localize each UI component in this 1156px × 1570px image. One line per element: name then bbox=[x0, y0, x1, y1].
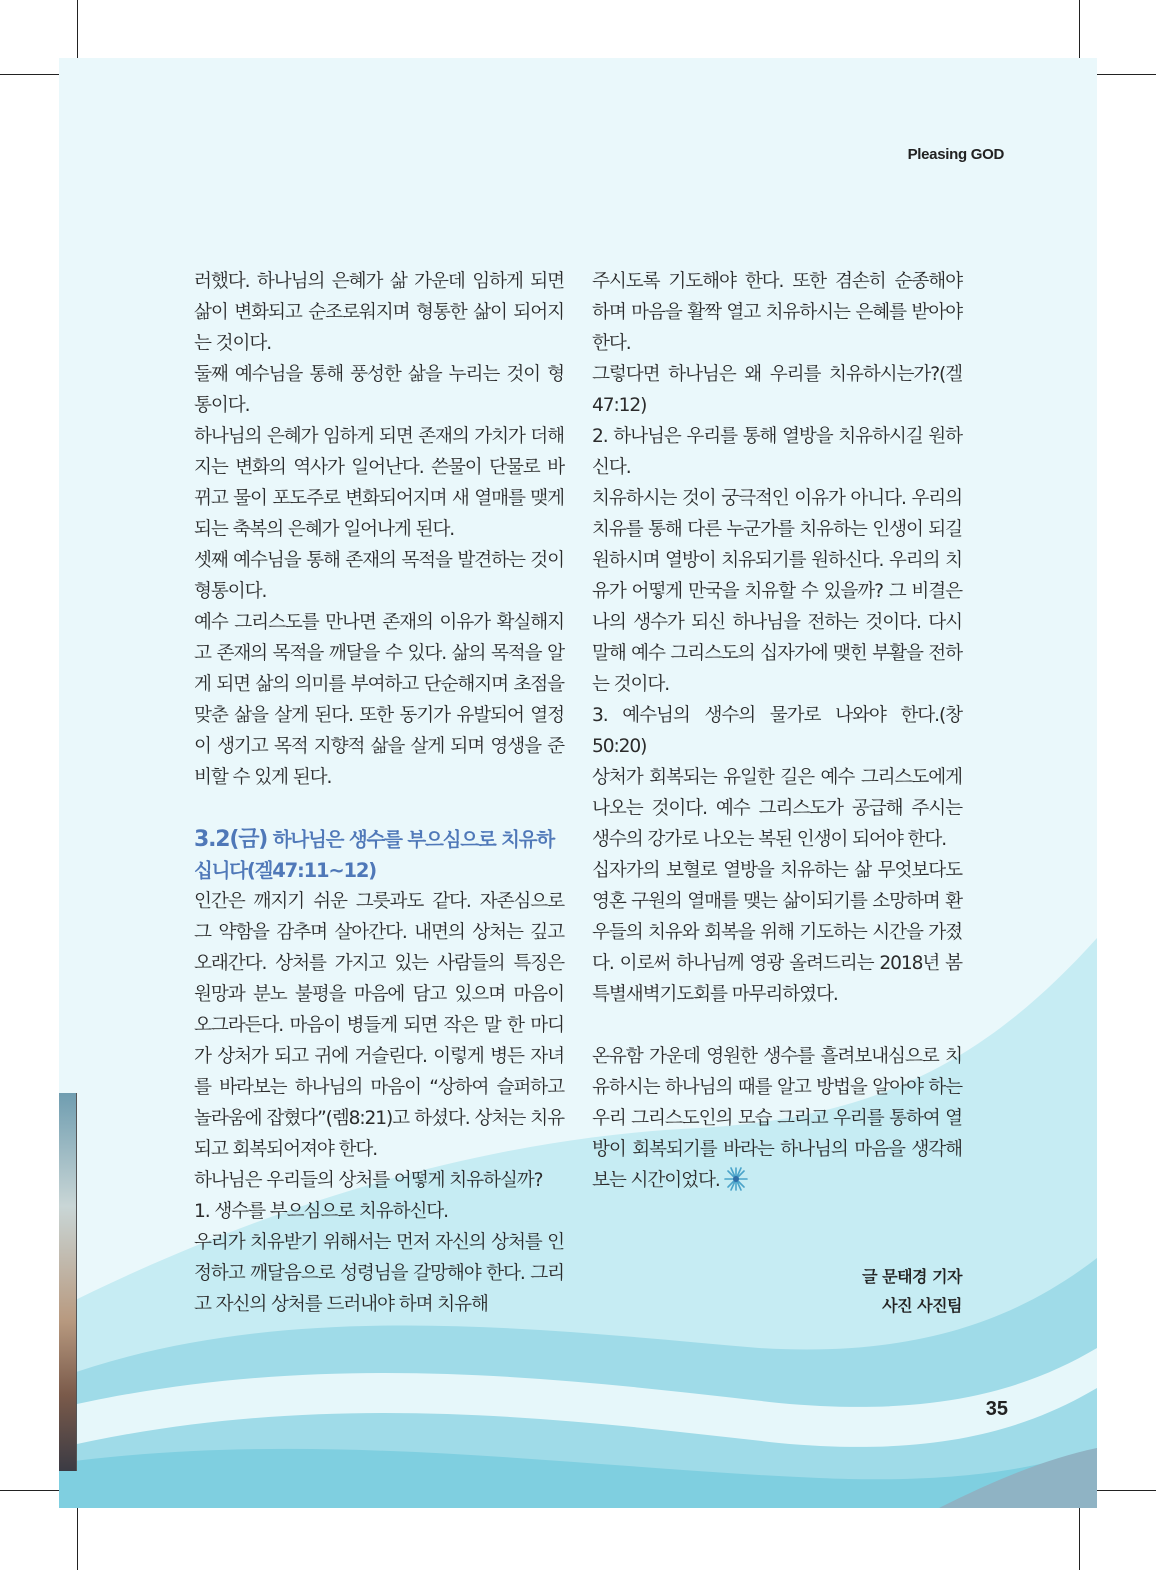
paragraph: 상처가 회복되는 유일한 길은 예수 그리스도에게 나오는 것이다. 예수 그리스도가 공급해 주시는 생수의 강가로 나오는 복된 인생이 되어야 한다. bbox=[592, 767, 962, 850]
paragraph: 인간은 깨지기 쉬운 그릇과도 같다. 자존심으로 그 약함을 감추며 살아간다. 내면의 상처는 깊고 오래간다. 상처를 가지고 있는 사람들의 특징은 원망과 분노 불평을 마음에 담고 있으며 마음이 오그라든다. 마음이 병들게 되면 작은 말 한 마디가 상처가 되고 귀에 거슬린다. 이렇게 병든 자녀를 바라보는 하나님의 마음이 “상하여 슬퍼하고 놀라움에 잡혔다”(렘8:21)고 하셨다. 상처는 치유되고 회복되어져야 한다. bbox=[194, 891, 564, 1160]
right-column bbox=[592, 266, 962, 1196]
left-column bbox=[194, 266, 564, 1320]
byline bbox=[760, 1262, 962, 1320]
crop-mark-bottom-right-vertical bbox=[1079, 1508, 1080, 1570]
sparkle-end-mark-icon bbox=[722, 1166, 750, 1192]
section-heading-date: 3.2(금) bbox=[194, 827, 268, 852]
paragraph-gap bbox=[592, 1010, 962, 1041]
crop-mark-top-left-horizontal bbox=[0, 74, 59, 75]
paragraph: 예수 그리스도를 만나면 존재의 이유가 확실해지고 존재의 목적을 깨달을 수 있다. 삶의 목적을 알게 되면 삶의 의미를 부여하고 단순해지며 초점을 맞춘 삶을 살게 된다. 또한 동기가 유발되어 열정이 생기고 목적 지향적 삶을 살게 되며 영생을 준비할 수 있게 된다. bbox=[194, 612, 564, 788]
section-heading bbox=[194, 824, 564, 886]
paragraph: 하나님은 우리들의 상처를 어떻게 치유하실까? bbox=[194, 1170, 543, 1191]
page-number: 35 bbox=[985, 1398, 1008, 1420]
byline-photo: 사진 사진팀 bbox=[882, 1296, 962, 1315]
crop-mark-top-right-vertical bbox=[1079, 0, 1080, 58]
paragraph: 십자가의 보혈로 열방을 치유하는 삶 무엇보다도 영혼 구원의 열매를 맺는 삶이되기를 소망하며 환우들의 치유와 회복을 위해 기도하는 시간을 가졌다. 이로써 하나님께 영광 올려드리는 2018년 봄 특별새벽기도회를 마무리하였다. bbox=[592, 860, 962, 1005]
crop-mark-top-left-vertical bbox=[77, 0, 78, 58]
paragraph: 1. 생수를 부으심으로 치유하신다. bbox=[194, 1201, 448, 1222]
paragraph: 그렇다면 하나님은 왜 우리를 치유하시는가?(겔47:12) bbox=[592, 364, 962, 416]
paragraph: 2. 하나님은 우리를 통해 열방을 치유하시길 원하신다. bbox=[592, 426, 962, 478]
running-head: Pleasing GOD bbox=[907, 146, 1004, 163]
closing-paragraph-text: 온유함 가운데 영원한 생수를 흘려보내심으로 치유하시는 하나님의 때를 알고 방법을 알아야 하는 우리 그리스도인의 모습 그리고 우리를 통하여 열방이 회복되기를 바라는 하나님의 마음을 생각해 보는 시간이었다. bbox=[592, 1046, 962, 1191]
paragraph: 하나님의 은혜가 임하게 되면 존재의 가치가 더해지는 변화의 역사가 일어난다. 쓴물이 단물로 바뀌고 물이 포도주로 변화되어지며 새 열매를 맺게 되는 축복의 은혜가 일어나게 된다. bbox=[194, 426, 564, 540]
paragraph: 주시도록 기도해야 한다. 또한 겸손히 순종해야 하며 마음을 활짝 열고 치유하시는 은혜를 받아야 한다. bbox=[592, 271, 962, 354]
paragraph: 러했다. 하나님의 은혜가 삶 가운데 임하게 되면 삶이 변화되고 순조로워지며 형통한 삶이 되어지는 것이다. bbox=[194, 271, 564, 354]
crop-mark-bottom-left-vertical bbox=[77, 1508, 78, 1570]
paragraph: 우리가 치유받기 위해서는 먼저 자신의 상처를 인정하고 깨달음으로 성령님을 갈망해야 한다. 그리고 자신의 상처를 드러내야 하며 치유해 bbox=[194, 1232, 564, 1315]
paragraph: 둘째 예수님을 통해 풍성한 삶을 누리는 것이 형통이다. bbox=[194, 364, 564, 416]
closing-paragraph bbox=[592, 1041, 962, 1196]
byline-writer: 글 문태경 기자 bbox=[862, 1267, 962, 1286]
paragraph: 3. 예수님의 생수의 물가로 나와야 한다.(창50:20) bbox=[592, 705, 962, 757]
paragraph-gap bbox=[194, 793, 564, 824]
crop-mark-top-right-horizontal bbox=[1097, 74, 1156, 75]
crop-mark-bottom-right-horizontal bbox=[1097, 1490, 1156, 1491]
section-heading-title: 하나님은 생수를 부으심으로 치유하십니다(겔47:11~12) bbox=[194, 828, 555, 882]
paragraph: 치유하시는 것이 궁극적인 이유가 아니다. 우리의 치유를 통해 다른 누군가를 치유하는 인생이 되길 원하시며 열방이 치유되기를 원하신다. 우리의 치유가 어떻게 만국을 치유할 수 있을까? 그 비결은 나의 생수가 되신 하나님을 전하는 것이다. 다시 말해 예수 그리스도의 십자가에 맺힌 부활을 전하는 것이다. bbox=[592, 488, 962, 695]
paragraph: 셋째 예수님을 통해 존재의 목적을 발견하는 것이 형통이다. bbox=[194, 550, 564, 602]
crop-mark-bottom-left-horizontal bbox=[0, 1490, 59, 1491]
photo-edge-strip bbox=[59, 1093, 77, 1471]
